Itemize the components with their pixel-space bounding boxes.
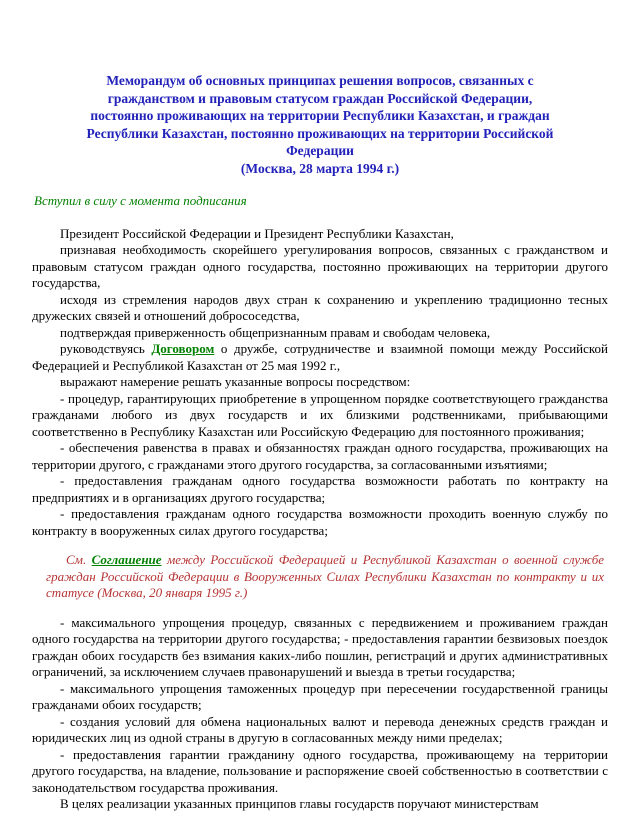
list-item-work-contract: - предоставления гражданам одного государства возможности работать по контракту на предприятиях и в организациях другого государства;: [32, 473, 608, 505]
treaty-link[interactable]: Договором: [151, 341, 215, 357]
paragraph-guided-pre: руководствуясь: [60, 341, 152, 357]
see-also-comment: [46, 552, 604, 602]
agreement-link[interactable]: Соглашение: [91, 552, 162, 568]
paragraph-guided-by: [32, 341, 608, 374]
document-title-date: (Москва, 28 марта 1994 г.): [240, 160, 400, 176]
paragraph-presidents: Президент Российской Федерации и Президент Республики Казахстан,: [60, 225, 454, 241]
list-item-procedures: - процедур, гарантирующих приобретение в упрощенном порядке соответствующего гражданства гражданами любого из двух государств и их близкими родственниками, прибывающими соответственно в Республику Казахстан или Российскую Федерацию для постоянного проживания;: [32, 390, 608, 439]
document-title: [78, 72, 562, 177]
paragraph-guided-post: о дружбе, сотрудничестве и взаимной помощи между Российской Федерацией и Республикой Казахстан от 25 мая 1992 г.,: [32, 341, 608, 373]
document-title-text: Меморандум об основных принципах решения вопросов, связанных с гражданством и правовым статусом граждан Российской Федерации, постоянно проживающих на территории Республики Казахстан, и граждан Республики Казахстан, постоянно проживающих на территории Российской Федерации: [86, 73, 554, 159]
paragraph-express-intent: выражают намерение решать указанные вопросы посредством:: [60, 374, 411, 390]
list-item-movement: - максимального упрощения процедур, связанных с передвижением и проживанием граждан одного государства на территории другого государства; - предоставления гарантии безвизовых поездок граждан обоих государств без взимания каких-либо пошлин, регистраций и других административных ограничений, за исключением случаев правонарушений и выезда в третьи государства;: [32, 614, 608, 680]
list-item-customs: - максимального упрощения таможенных процедур при пересечении государственной границы гражданами обоих государств;: [32, 680, 608, 713]
paragraph-recognizing: признавая необходимость скорейшего урегулирования вопросов, связанных с гражданством и правовым статусом граждан одного государства, постоянно проживающих на территории другого государства,: [32, 242, 608, 291]
comment-see-label: См.: [66, 552, 92, 568]
paragraph-proceeding: исходя из стремления народов двух стран к сохранению и укреплению традиционно тесных дружеских связей и отношений добрососедства,: [32, 291, 608, 324]
paragraph-final: В целях реализации указанных принципов главы государств поручают министерствам: [60, 796, 539, 812]
list-item-currency: - создания условий для обмена национальных валют и перевода денежных средств граждан и юридических лиц из одной страны в другую в согласованных между ними пределах;: [32, 713, 608, 746]
paragraph-confirming: подтверждая приверженность общепризнанным правам и свободам человека,: [60, 324, 491, 340]
entry-into-force-note: Вступил в силу с момента подписания: [34, 193, 247, 209]
list-item-military-service: - предоставления гражданам одного государства возможности проходить военную службу по контракту в вооруженных силах другого государства;: [32, 506, 608, 538]
list-item-property: - предоставления гарантии гражданину одного государства, проживающему на территории другого государства, на владение, пользование и распоряжение своей собственностью в соответствии с законодательством государства проживания.: [32, 746, 608, 795]
list-item-equality: - обеспечения равенства в правах и обязанностях граждан одного государства, проживающих на территории другого, с гражданами этого другого государства, за согласованными изъятиями;: [32, 440, 608, 472]
comment-text: между Российской Федерацией и Республикой Казахстан о военной службе граждан Российской Федерации в Вооруженных Силах Республики Казахстан по контракту и их статусе (Москва, 20 января 1995 г.): [46, 552, 605, 601]
